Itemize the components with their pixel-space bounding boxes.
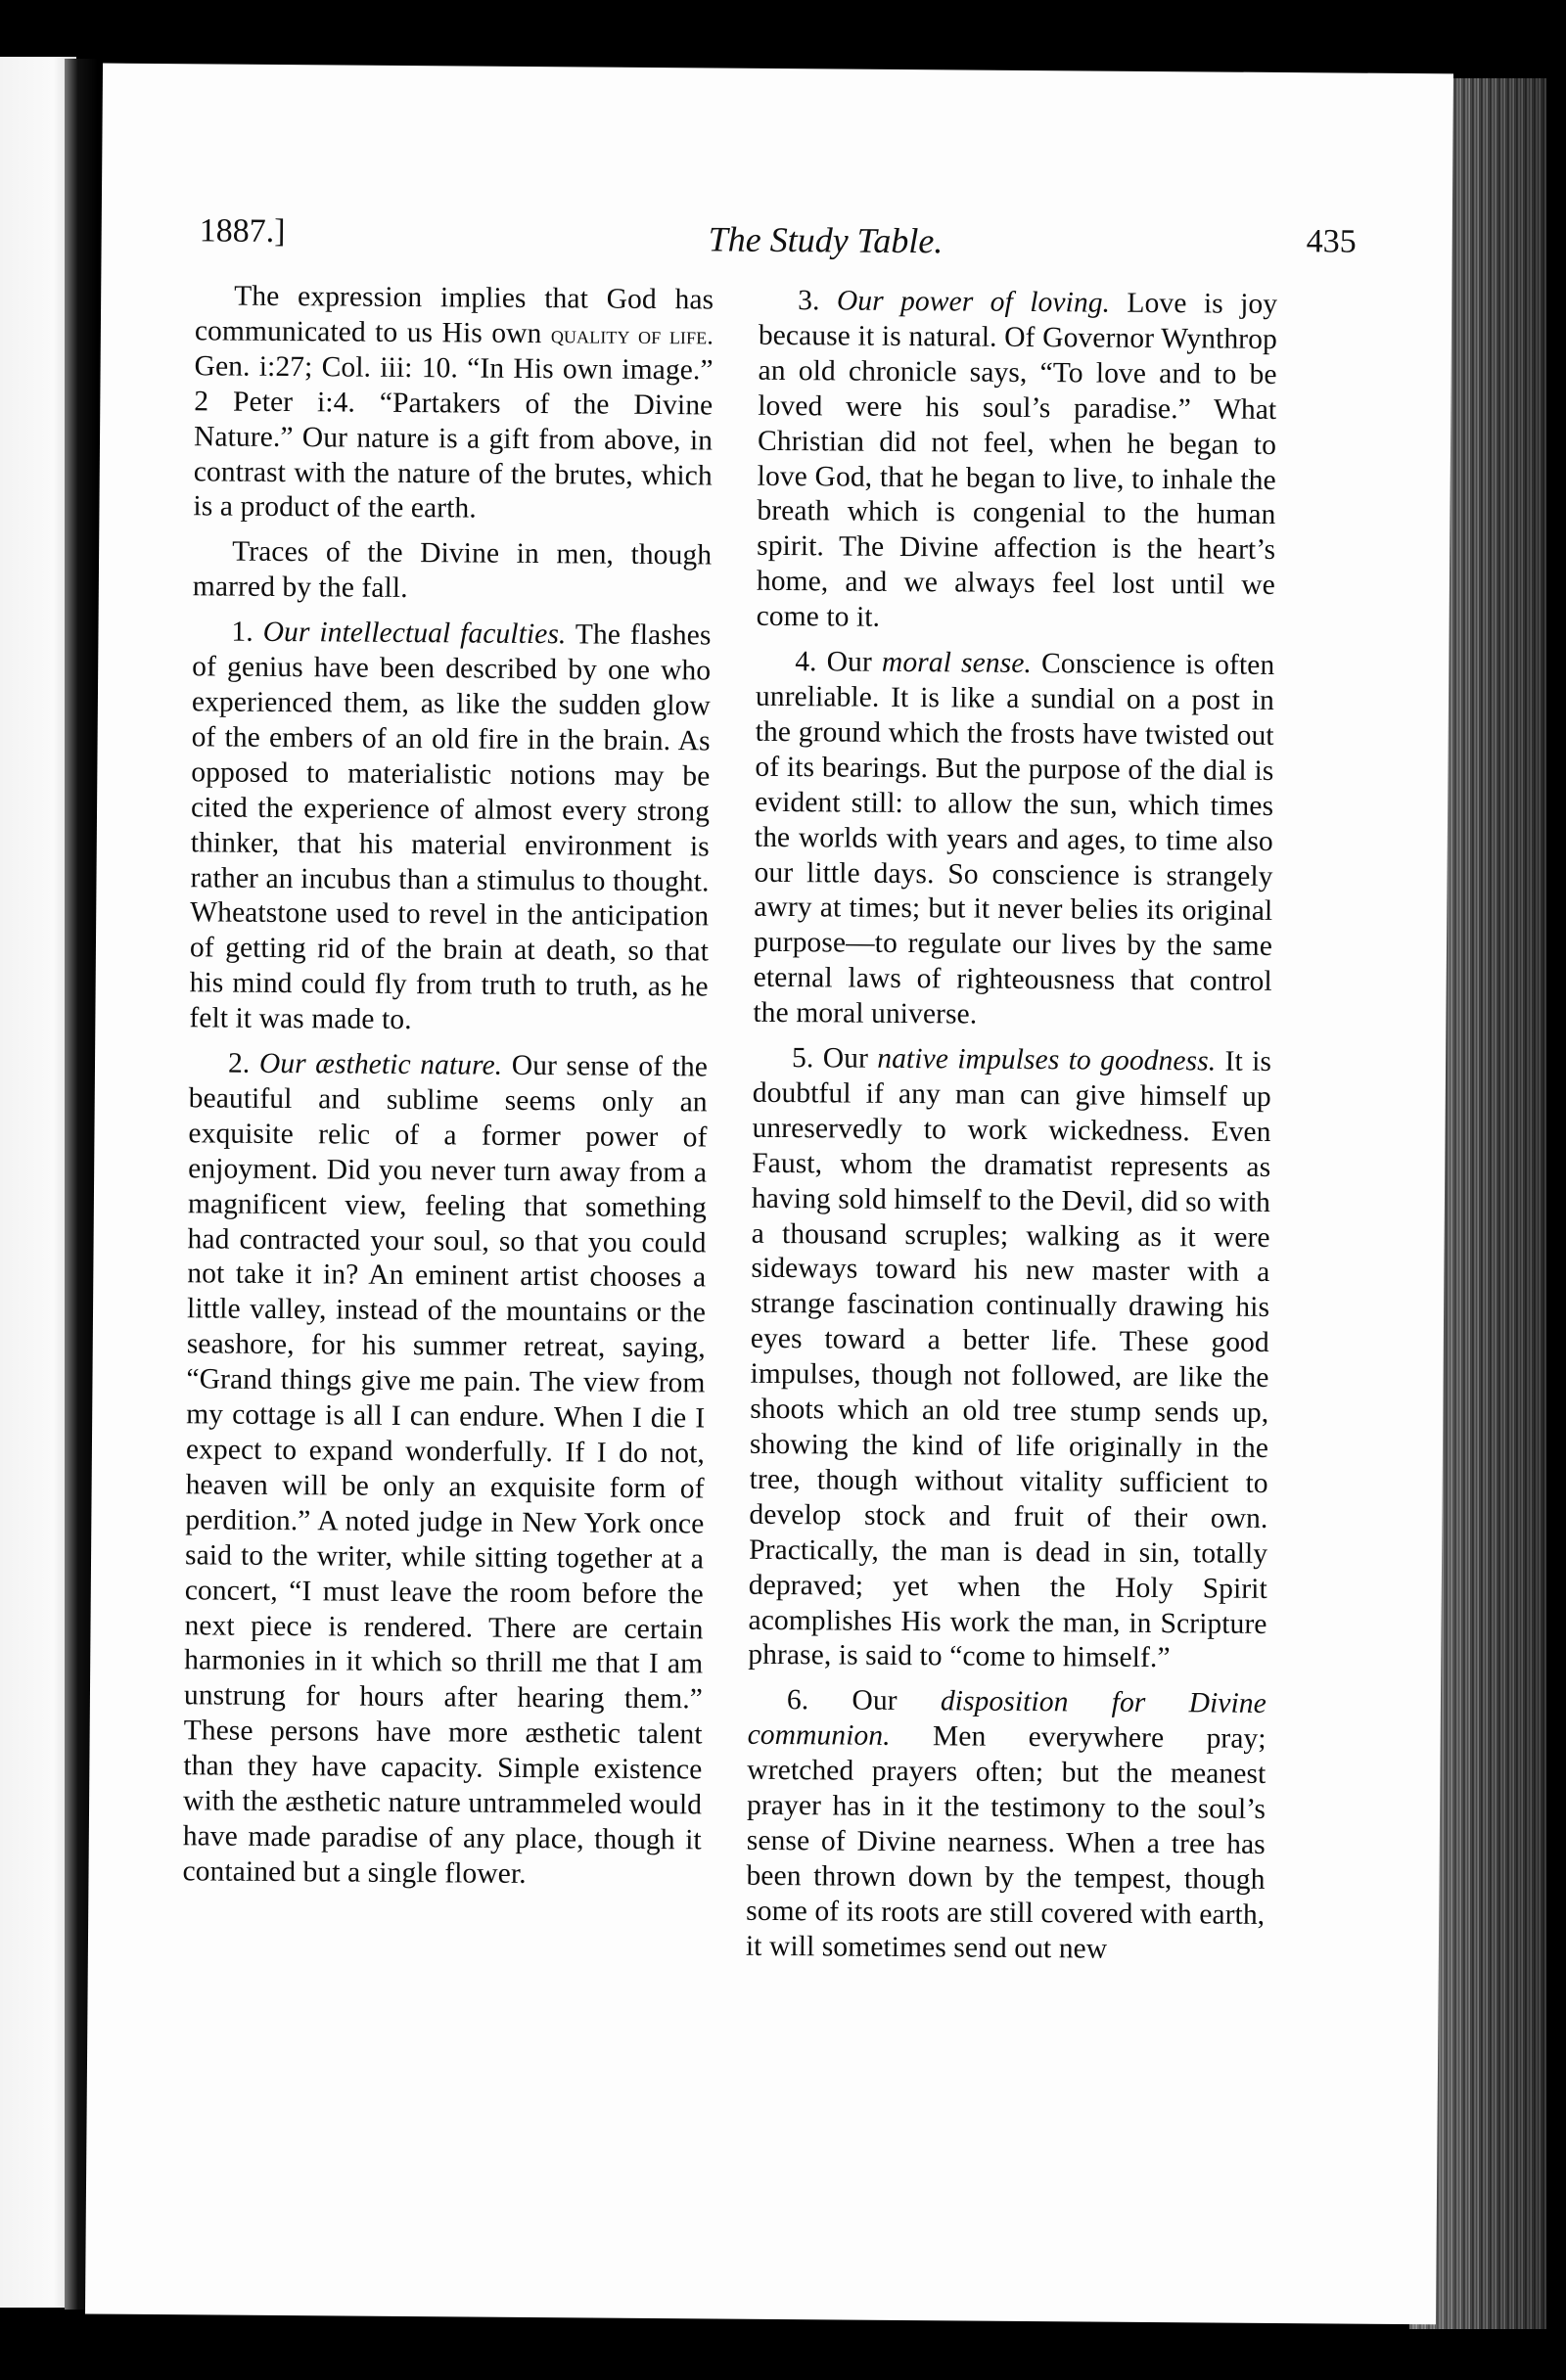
section-native-impulses	[748, 1041, 1271, 1677]
section-number: 4. Our	[795, 646, 873, 678]
left-column	[182, 279, 714, 1903]
section-number: 5. Our	[791, 1042, 869, 1075]
section-heading: Our intellectual faculties.	[262, 616, 567, 651]
section-power-of-loving	[756, 284, 1277, 639]
section-heading: Our power of loving.	[836, 285, 1111, 319]
page-number: 435	[1306, 223, 1357, 260]
section-aesthetic-nature	[182, 1046, 708, 1894]
running-header	[199, 212, 1357, 280]
section-body: It is doubtful if any man can give himself up unreservedly to work wickedness. Even Faust, whom the dramatist represents as having sold himself to the Devil, did so with a thousand scruples; walking as it were sideways toward his new master with a strange fascination continually drawing his eyes toward a better life. These good impulses, though not followed, are like the shoots which an old tree stump sends up, showing the kind of life originally in the tree, though without vitality sufficient to develop stock and fruit of their own. Practically, the man is dead in sin, totally depraved; yet when the Holy Spirit acomplishes His work the man, in Scripture phrase, is said to “come to himself.”	[748, 1045, 1272, 1674]
right-column	[746, 284, 1278, 1979]
small-caps-phrase: quality of life.	[550, 320, 714, 350]
section-body: The flashes of genius have been described by one who experienced them, as like the sudden glow of the embers of an old fire in the brain. As opposed to materialistic notions may be cited the experience of almost every strong thinker, that his material environment is rather an incubus than a stimulus to thought. Wheatstone used to revel in the anticipation of getting rid of the brain at death, so that his mind could fly from truth to truth, as he felt it was made to.	[189, 618, 712, 1036]
text-run: Traces of the Divine in men, though marred by the fall.	[192, 535, 713, 605]
section-heading: moral sense.	[881, 646, 1033, 680]
section-body: Love is joy because it is natural. Of Governor Wynthrop an old chronicle says, “To love and to be loved were his soul’s paradise.” What Christian did not feel, when he began to love God, that he began to live, to inhale the breath which is congenial to the human spirit. The Divine affection is the heart’s home, and we always feel lost until we come to it.	[756, 287, 1278, 633]
running-year: 1887.]	[199, 212, 286, 251]
section-intellectual-faculties	[189, 615, 711, 1040]
text-run: The expression implies that God has communicated to us His own	[194, 280, 714, 349]
paragraph	[193, 279, 714, 528]
page	[85, 64, 1453, 2325]
section-number: 6. Our	[786, 1684, 898, 1717]
paragraph	[193, 535, 713, 610]
section-heading: native impulses to goodness.	[877, 1042, 1217, 1077]
section-body: Men everywhere pray; wretched prayers often; but the meanest prayer has in it the testimony to the soul’s sense of Divine nearness. When a tree has been thrown down by the tempest, though some of its roots are still covered with earth, it will sometimes send out new	[745, 1720, 1267, 1965]
section-number: 3.	[798, 285, 820, 317]
section-body: Our sense of the beautiful and sublime seems only an exquisite relic of a former power of enjoyment. Did you never turn away from a magnificent view, feeling that something had contracted your soul, so that you could not take it in? An eminent artist chooses a little valley, instead of the mountains or the seashore, for his summer retreat, saying, “Grand things give me pain. The view from my cottage is all I can endure. When I die I expect to expand wonderfully. If I do not, heaven will be only an exquisite form of perdition.” A noted judge in New York once said to the writer, while sitting together at a concert, “I must leave the room before the next piece is rendered. There are certain harmonies in it which so thrill me that I am unstrung for hours after hearing them.” These persons have more æsthetic talent than they have capacity. Simple existence with the æsthetic nature untrammeled would have made paradise of any place, though it contained but a single flower.	[182, 1049, 709, 1890]
section-heading: Our æsthetic nature.	[258, 1047, 503, 1081]
section-divine-communion	[746, 1683, 1267, 1968]
section-heading: disposition for Divine communion.	[747, 1685, 1267, 1753]
section-moral-sense	[753, 645, 1274, 1035]
section-number: 2.	[227, 1047, 251, 1079]
section-body: Conscience is often unreliable. It is like a sundial on a post in the ground which the frosts have twisted out of its bearings. But the purpose of the dial is evident still: to allow the sun, which times the worlds with years and ages, to time also our little days. So conscience is strangely awry at times; but it never belies its original purpose—to regulate our lives by the same eternal laws of righteousness that control the moral universe.	[753, 648, 1275, 1030]
text-run: Gen. i:27; Col. iii: 10. “In His own image.” 2 Peter i:4. “Partakers of the Divine Nature.” Our nature is a gift from above, in contrast with the nature of the brutes, which is a product of the earth.	[193, 350, 714, 525]
section-number: 1.	[231, 616, 253, 648]
running-title: The Study Table.	[708, 219, 944, 261]
